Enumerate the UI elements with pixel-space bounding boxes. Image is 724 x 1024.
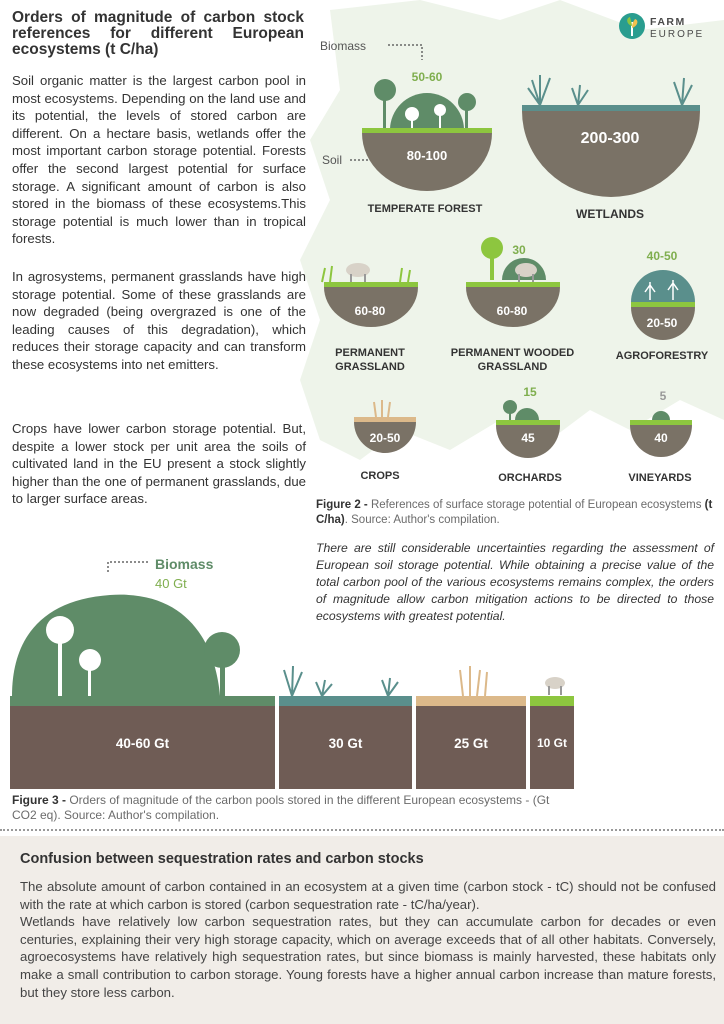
crop-soil-value: 25 Gt <box>454 736 488 751</box>
wooded-grassland-soil-value: 60-80 <box>496 304 528 318</box>
wetlands-label: WETLANDS <box>576 207 644 221</box>
agroforestry-soil-value: 20-50 <box>646 316 678 330</box>
temperate-forest-soil-value: 80-100 <box>406 148 448 163</box>
vineyards-soil-value: 40 <box>654 431 668 445</box>
figure-2-caption-unit: (t C/ha) <box>316 499 713 526</box>
agroforestry-biomass-value: 40-50 <box>646 249 678 263</box>
permanent-grassland-label: PERMANENT GRASSLAND <box>335 347 405 373</box>
vineyards-label: VINEYARDS <box>628 472 692 484</box>
figure-2-caption-text: References of surface storage potential of European ecosystems <box>370 499 705 511</box>
logo-text-farm: FARM <box>650 16 686 28</box>
crops-graphic <box>354 400 416 453</box>
forest-soil-block <box>10 696 275 789</box>
crops-label: CROPS <box>360 470 400 482</box>
biomass-callout-line <box>388 45 422 60</box>
info-box-text <box>20 878 716 1001</box>
info-box-paragraph-1: The absolute amount of carbon contained in an ecosystem at a given time (carbon stock - tC) should not be confused with the rate at which carbon is stored (carbon sequestration rate - tC/ha/year). <box>20 879 716 912</box>
wetlands-soil-value: 200-300 <box>580 130 640 147</box>
forest-soil-value: 40-60 Gt <box>115 736 170 751</box>
paragraph-3: Crops have lower carbon storage potential. But, despite a lower stock per unit area the soils of cultivated land in the EU present a stock slightly higher than the one of permanent grasslands, due to larger surface areas. <box>12 421 306 507</box>
soil-callout-label: Soil <box>322 153 343 167</box>
crop-wheat <box>460 666 487 696</box>
agroforestry-label: AGROFORESTRY <box>615 350 709 362</box>
info-box-title: Confusion between sequestration rates and carbon stocks <box>20 851 424 867</box>
temperate-forest-biomass-value: 50-60 <box>411 70 443 84</box>
logo-text-europe: EUROPE <box>650 29 705 40</box>
wetland-soil-value: 30 Gt <box>328 736 363 751</box>
figure-3-biomass-callout-line <box>108 562 150 572</box>
info-box-paragraph-2: Wetlands have relatively low carbon sequestration rates, but they can accumulate carbon for decades or even centuries, explaining their very high storage capacity, which on average exceeds that of all other habitats. Conversely, agroecosystems have relatively high sequestration rates, but since biomass is mainly harvested, these habitats only make a small contribution to carbon storage. Young forests have a higher annual carbon increase than mature forests, but they store less carbon. <box>20 914 716 1000</box>
figure-3-caption <box>12 793 577 823</box>
permanent-grassland-soil-value: 60-80 <box>354 304 386 318</box>
grassland-sheep <box>545 677 565 695</box>
paragraph-1: Soil organic matter is the largest carbon pool in most ecosystems. Depending on the land use and its potential, the levels of stored carbon are different. On a hectare basis, wetlands offer the most important carbon storage potential. Forests offer the second largest potential for surface storage. A significant amount of carbon is also stored in the biomass of these ecosystems.This storage potential is much lower than in tropical forests. <box>12 73 306 247</box>
paragraph-2: In agrosystems, permanent grasslands have high storage potential. Some of these grasslands are now degraded (being overgrazed is one of the leading causes of this degradation), which reduces their storage capacity and can transform these ecosystems into net emitters. <box>12 269 306 372</box>
crops-soil-value: 20-50 <box>369 431 401 445</box>
wetland-grass <box>284 666 398 696</box>
orchards-soil-value: 45 <box>521 431 535 445</box>
figure-2-caption <box>316 498 714 528</box>
grassland-soil-value: 10 Gt <box>536 736 567 750</box>
temperate-forest-graphic <box>362 79 492 191</box>
orchards-graphic <box>496 400 560 458</box>
figure-2-caption-source: . Source: Author's compilation. <box>344 514 500 526</box>
figure-3-caption-prefix: Figure 3 - <box>12 793 70 807</box>
wetland-soil-block <box>279 696 412 789</box>
wooded-grassland-biomass-value: 30 <box>512 243 526 257</box>
forest-biomass-dome <box>12 595 220 696</box>
grassland-soil-block <box>530 696 574 789</box>
orchards-biomass-value: 15 <box>523 385 537 399</box>
page-title: Orders of magnitude of carbon stock references for different European ecosystems (t C/ha) <box>12 9 304 58</box>
wooded-grassland-label: PERMANENT WOODED GRASSLAND <box>450 347 575 373</box>
figure-3-caption-text: Orders of magnitude of the carbon pools stored in the different European ecosystems - (Gt CO2 eq). Source: Author's compilation. <box>12 793 550 822</box>
figure-2-illustration <box>300 30 724 500</box>
figure-3-biomass-title: Biomass <box>155 556 214 572</box>
biomass-callout-label: Biomass <box>320 39 367 53</box>
temperate-forest-label: TEMPERATE FOREST <box>367 203 483 215</box>
orchards-label: ORCHARDS <box>498 472 562 484</box>
vineyards-biomass-value: 5 <box>659 389 667 403</box>
figure-2-caption-prefix: Figure 2 - <box>316 499 371 511</box>
section-divider <box>0 829 724 831</box>
crop-soil-block <box>416 696 526 789</box>
uncertainty-note: There are still considerable uncertainties regarding the assessment of European soil storage potential. While obtaining a precise value of the total carbon pool of the various ecosystems remains complex, the orders of magnitude allow carbon mitigation actions to be directed to those ecosystems with greatest potential. <box>316 541 714 623</box>
figure-3-biomass-value: 40 Gt <box>155 576 187 591</box>
